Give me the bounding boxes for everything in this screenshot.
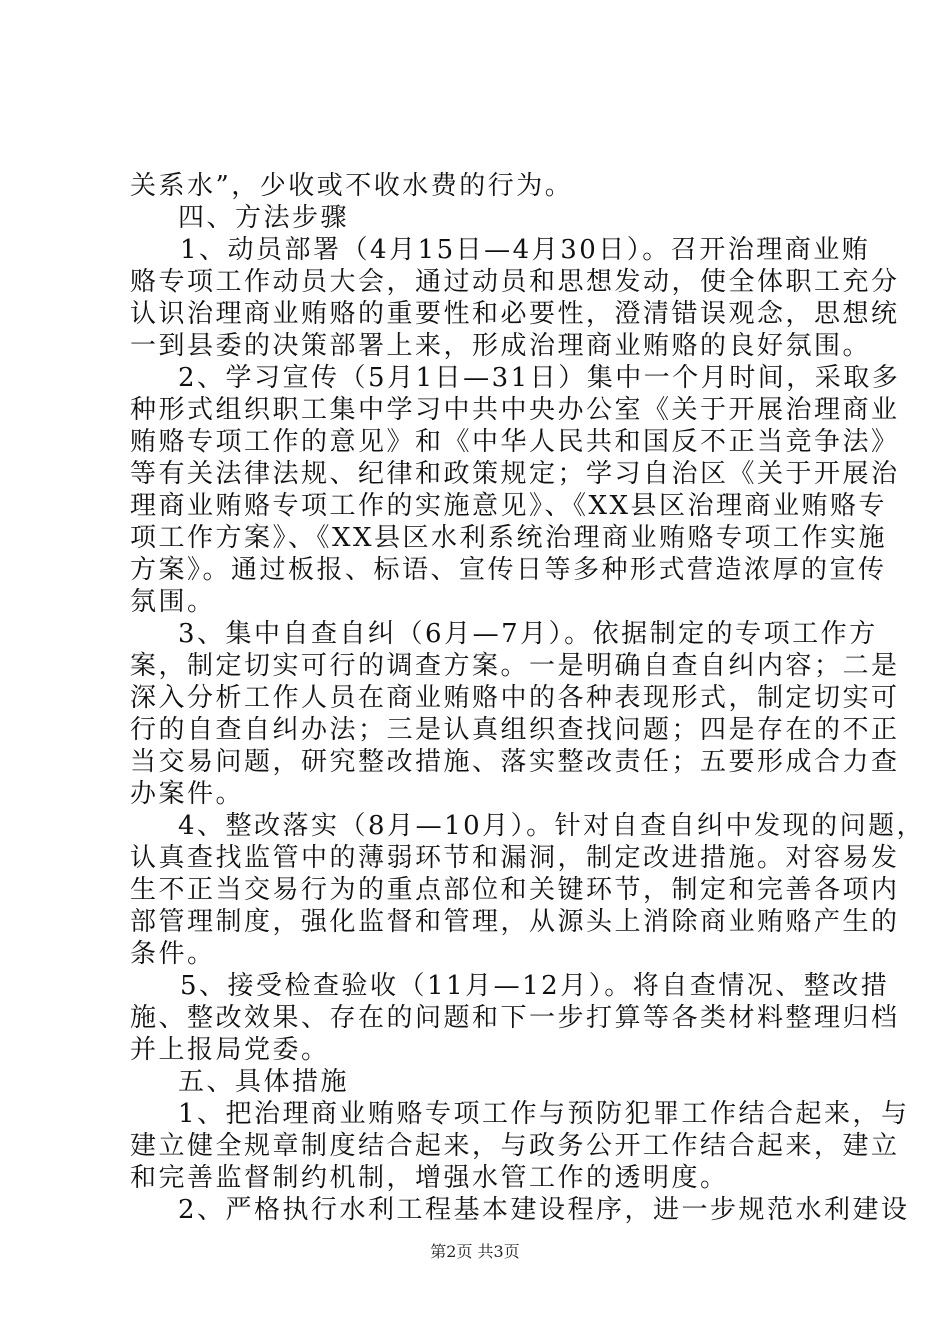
text-line: 项工作方案》、《XX县区水利系统治理商业贿赂专项工作实施 [130, 523, 888, 553]
text-line: 行的自查自纠办法；三是认真组织查找问题；四是存在的不正 [130, 715, 900, 745]
text-line: 办案件。 [130, 779, 245, 809]
text-line: 当交易问题，研究整改措施、落实整改责任；五要形成合力查 [130, 747, 900, 777]
text-line: 等有关法律法规、纪律和政策规定；学习自治区《关于开展治 [130, 459, 900, 489]
text-line: 条件。 [130, 939, 216, 969]
text-line: 深入分析工作人员在商业贿赂中的各种表现形式，制定切实可 [130, 683, 900, 713]
document-body [130, 170, 926, 1226]
text-line: 施、整改效果、存在的问题和下一步打算等各类材料整理归档 [130, 1003, 900, 1033]
section-heading: 五、具体措施 [178, 1067, 350, 1097]
text-line: 赂专项工作动员大会，通过动员和思想发动，使全体职工充分 [130, 267, 900, 297]
section-heading: 四、方法步骤 [178, 203, 350, 233]
text-line: 和完善监督制约机制，增强水管工作的透明度。 [130, 1163, 729, 1193]
text-line: 2、严格执行水利工程基本建设程序，进一步规范水利建设 [178, 1195, 910, 1225]
text-line: 氛围。 [130, 587, 216, 617]
text-line: 5、接受检查验收（11月—12月）。将自查情况、整改措 [180, 971, 890, 1001]
text-line: 认识治理商业贿赂的重要性和必要性，澄清错误观念，思想统 [130, 299, 900, 329]
text-line: 贿赂专项工作的意见》和《中华人民共和国反不正当竞争法》 [130, 427, 900, 457]
text-line: 2、学习宣传（5月1日—31日）集中一个月时间，采取多 [178, 363, 901, 393]
text-line: 种形式组织职工集中学习中共中央办公室《关于开展治理商业 [130, 395, 900, 425]
text-line: 1、把治理商业贿赂专项工作与预防犯罪工作结合起来，与 [178, 1099, 910, 1129]
page-number: 第2页 共3页 [430, 1242, 520, 1261]
text-line: 一到县委的决策部署上来，形成治理商业贿赂的良好氛围。 [130, 331, 872, 361]
text-line: 4、整改落实（8月—10月）。针对自查自纠中发现的问题， [178, 811, 926, 841]
text-line: 建立健全规章制度结合起来，与政务公开工作结合起来，建立 [130, 1131, 900, 1161]
text-line: 部管理制度，强化监督和管理，从源头上消除商业贿赂产生的 [130, 907, 900, 937]
text-line: 1、动员部署（4月15日—4月30日）。召开治理商业贿 [180, 235, 871, 265]
text-line: 方案》。通过板报、标语、宣传日等多种形式营造浓厚的宣传 [130, 555, 887, 585]
text-line: 关系水”，少收或不收水费的行为。 [130, 171, 574, 201]
text-line: 案，制定切实可行的调查方案。一是明确自查自纠内容；二是 [130, 651, 900, 681]
text-line: 认真查找监管中的薄弱环节和漏洞，制定改进措施。对容易发 [130, 843, 900, 873]
text-line: 理商业贿赂专项工作的实施意见》、《XX县区治理商业贿赂专 [130, 491, 888, 521]
text-line: 生不正当交易行为的重点部位和关键环节，制定和完善各项内 [130, 875, 900, 905]
text-line: 3、集中自查自纠（6月—7月）。依据制定的专项工作方 [178, 619, 878, 649]
text-line: 并上报局党委。 [130, 1035, 330, 1065]
